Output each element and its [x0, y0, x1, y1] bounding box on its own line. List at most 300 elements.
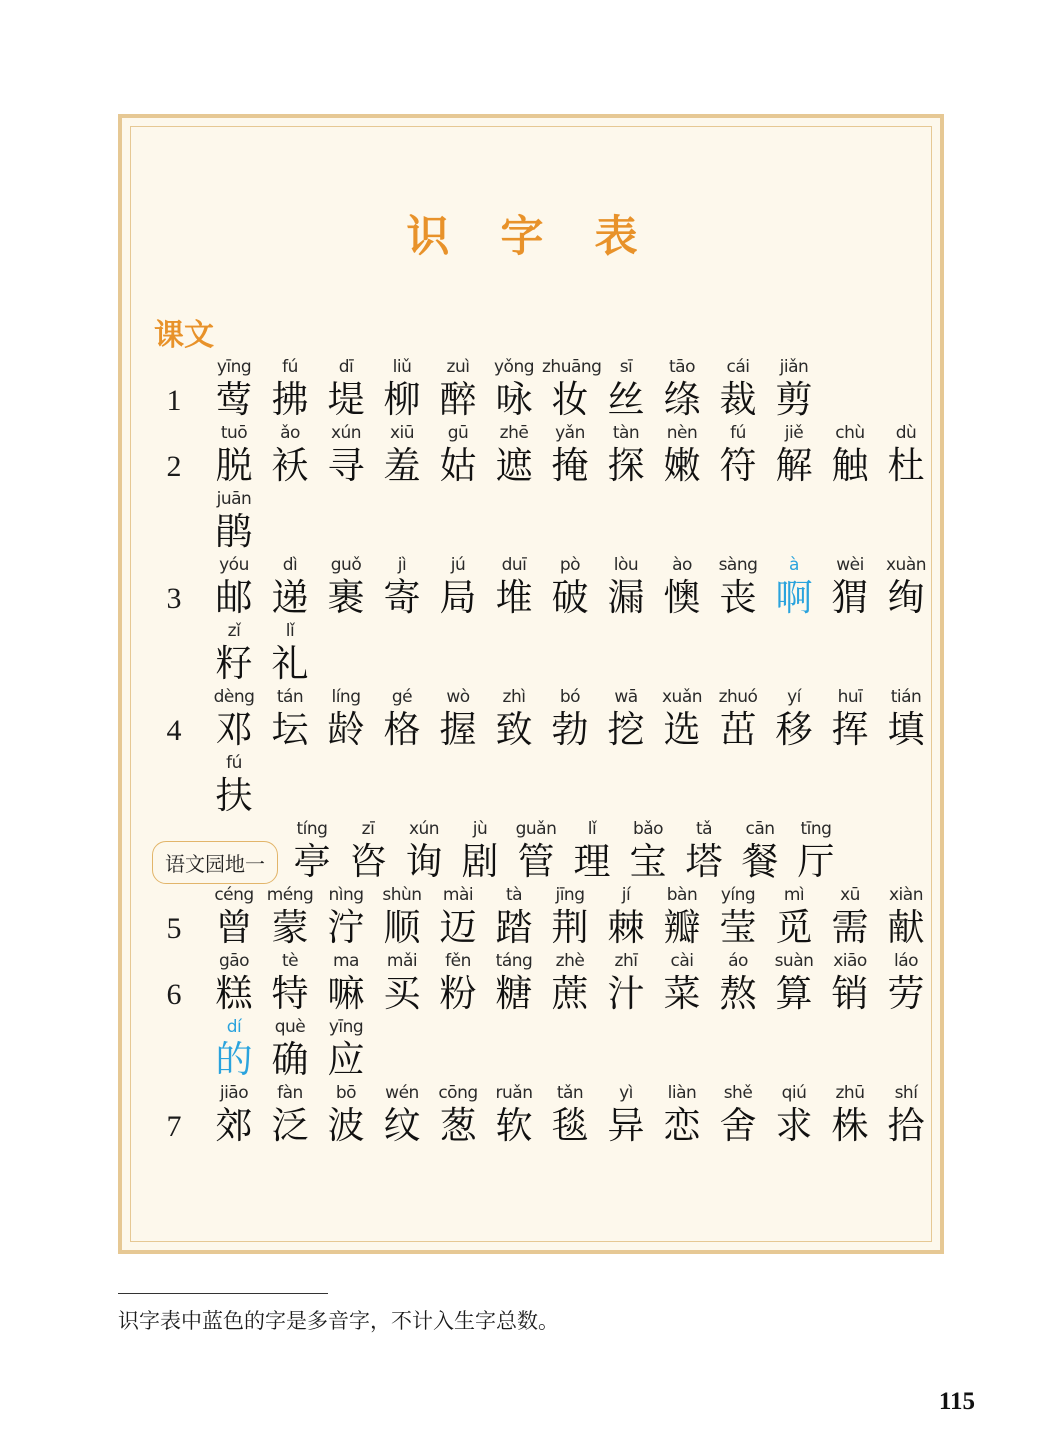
character-cell [542, 886, 598, 950]
hanzi-character: 填 [887, 708, 925, 751]
hanzi-character: 葱 [439, 1104, 477, 1147]
hanzi-character: 啊 [775, 576, 813, 619]
pinyin-text: xuàn [885, 555, 927, 575]
pinyin-text: tǎ [695, 819, 713, 839]
hanzi-character: 宝 [629, 840, 667, 883]
hanzi-character: 移 [775, 708, 813, 751]
hanzi-character: 脱 [215, 444, 253, 487]
pinyin-text: nèn [666, 423, 698, 443]
character-cell [262, 886, 318, 950]
hanzi-character: 求 [775, 1104, 813, 1147]
pinyin-text: ruǎn [495, 1083, 533, 1103]
character-list [206, 490, 926, 554]
character-row [142, 358, 926, 422]
pinyin-text: tán [276, 687, 304, 707]
hanzi-character: 餐 [741, 840, 779, 883]
character-cell [262, 1018, 318, 1082]
hanzi-character: 献 [887, 906, 925, 949]
character-cell [374, 424, 430, 488]
hanzi-character: 恋 [663, 1104, 701, 1147]
character-cell [430, 688, 486, 752]
character-row [142, 1018, 926, 1082]
character-cell [318, 424, 374, 488]
character-cell [542, 952, 598, 1016]
character-cell [598, 424, 654, 488]
pinyin-text: bō [335, 1083, 357, 1103]
pinyin-text: tà [505, 885, 523, 905]
character-cell [542, 424, 598, 488]
pinyin-text: tuō [220, 423, 248, 443]
character-cell [822, 886, 878, 950]
pinyin-text: zhuó [718, 687, 758, 707]
hanzi-character: 粉 [439, 972, 477, 1015]
character-row [142, 952, 926, 1016]
hanzi-character: 解 [775, 444, 813, 487]
lesson-number-spacer [142, 516, 206, 554]
character-cell [710, 1084, 766, 1148]
pinyin-text: áo [728, 951, 748, 971]
pinyin-text: xún [408, 819, 440, 839]
character-cell [262, 688, 318, 752]
character-cell [430, 556, 486, 620]
pinyin-text: qiú [781, 1083, 807, 1103]
pinyin-text: tāo [669, 357, 695, 377]
lesson-number-spacer [142, 780, 206, 818]
character-cell [822, 556, 878, 620]
pinyin-text: dèng [213, 687, 255, 707]
hanzi-character: 觅 [775, 906, 813, 949]
hanzi-character: 理 [573, 840, 611, 883]
pinyin-text: xiàn [889, 885, 923, 905]
character-cell [878, 1084, 934, 1148]
pinyin-text: shí [894, 1083, 918, 1103]
hanzi-character: 丝 [607, 378, 645, 421]
pinyin-text: tàn [612, 423, 640, 443]
pinyin-text: líng [331, 687, 361, 707]
character-list [206, 1084, 934, 1148]
character-row [142, 688, 926, 752]
pinyin-text: tǎn [556, 1083, 584, 1103]
hanzi-character: 破 [551, 576, 589, 619]
pinyin-text: nìng [328, 885, 364, 905]
pinyin-text: gū [447, 423, 469, 443]
hanzi-character: 堤 [327, 378, 365, 421]
hanzi-character: 茁 [719, 708, 757, 751]
character-cell [822, 688, 878, 752]
hanzi-character: 丧 [719, 576, 757, 619]
hanzi-character: 鹃 [215, 510, 253, 553]
character-cell [766, 556, 822, 620]
pinyin-text: cái [726, 357, 750, 377]
character-cell [878, 886, 934, 950]
hanzi-character: 龄 [327, 708, 365, 751]
hanzi-character: 柳 [383, 378, 421, 421]
character-cell [710, 952, 766, 1016]
character-cell [374, 952, 430, 1016]
pinyin-text: à [789, 555, 799, 575]
hanzi-character: 踏 [495, 906, 533, 949]
hanzi-character: 选 [663, 708, 701, 751]
hanzi-character: 籽 [215, 642, 253, 685]
character-row [142, 1084, 926, 1148]
hanzi-character: 应 [327, 1038, 365, 1081]
character-cell [654, 688, 710, 752]
character-cell [766, 358, 822, 422]
character-cell [374, 556, 430, 620]
pinyin-text: fú [282, 357, 298, 377]
pinyin-text: lòu [613, 555, 639, 575]
lesson-number-spacer [142, 1044, 206, 1082]
character-cell [262, 622, 318, 686]
hanzi-character: 符 [719, 444, 757, 487]
character-list [206, 886, 934, 950]
hanzi-character: 剧 [461, 840, 499, 883]
hanzi-character: 菜 [663, 972, 701, 1015]
character-cell [766, 688, 822, 752]
pinyin-text: yíng [720, 885, 756, 905]
hanzi-character: 寻 [327, 444, 365, 487]
character-cell [620, 820, 676, 884]
pinyin-text: yīng [216, 357, 252, 377]
hanzi-character: 泛 [271, 1104, 309, 1147]
character-row [142, 886, 926, 950]
character-cell [822, 952, 878, 1016]
hanzi-character: 舍 [719, 1104, 757, 1147]
character-cell [732, 820, 788, 884]
character-cell [486, 424, 542, 488]
pinyin-text: zhè [555, 951, 585, 971]
character-list [206, 952, 934, 1016]
section-heading: 课文 [154, 318, 214, 353]
unit-tag: 语文园地一 [152, 841, 278, 884]
pinyin-text: zhī [614, 951, 638, 971]
character-row [142, 820, 926, 884]
character-cell [318, 556, 374, 620]
character-cell [766, 952, 822, 1016]
pinyin-text: tíng [296, 819, 328, 839]
pinyin-text: tián [890, 687, 922, 707]
character-cell [262, 424, 318, 488]
pinyin-text: yóu [219, 555, 249, 575]
hanzi-character: 局 [439, 576, 477, 619]
character-cell [654, 556, 710, 620]
hanzi-character: 绦 [663, 378, 701, 421]
pinyin-text: ǎo [280, 423, 300, 443]
hanzi-character: 遮 [495, 444, 533, 487]
character-table [142, 358, 926, 1150]
hanzi-character: 棘 [607, 906, 645, 949]
hanzi-character: 销 [831, 972, 869, 1015]
pinyin-text: tīng [800, 819, 832, 839]
character-cell [654, 952, 710, 1016]
pinyin-text: sàng [718, 555, 758, 575]
pinyin-text: dù [895, 423, 917, 443]
hanzi-character: 纹 [383, 1104, 421, 1147]
hanzi-character: 的 [215, 1038, 253, 1081]
character-cell [598, 886, 654, 950]
pinyin-text: yí [787, 687, 801, 707]
character-cell [262, 358, 318, 422]
pinyin-text: yì [619, 1083, 633, 1103]
pinyin-text: cài [670, 951, 694, 971]
hanzi-character: 毯 [551, 1104, 589, 1147]
pinyin-text: zhuāng [542, 357, 602, 377]
pinyin-text: gāo [218, 951, 250, 971]
character-list [206, 358, 926, 422]
pinyin-text: duī [501, 555, 527, 575]
character-cell [542, 1084, 598, 1148]
character-cell [710, 886, 766, 950]
hanzi-character: 触 [831, 444, 869, 487]
pinyin-text: dí [226, 1017, 242, 1037]
hanzi-character: 波 [327, 1104, 365, 1147]
character-cell [430, 1084, 486, 1148]
character-cell [822, 424, 878, 488]
pinyin-text: zǐ [227, 621, 241, 641]
character-cell [542, 556, 598, 620]
pinyin-text: fú [226, 753, 242, 773]
pinyin-text: bǎo [632, 819, 664, 839]
pinyin-text: xiū [389, 423, 415, 443]
character-list [206, 556, 934, 620]
character-cell [206, 688, 262, 752]
hanzi-character: 糖 [495, 972, 533, 1015]
lesson-number: 5 [166, 912, 182, 945]
character-cell [374, 358, 430, 422]
footnote-text: 识字表中蓝色的字是多音字，不计入生字总数。 [118, 1309, 559, 1333]
character-cell [284, 820, 340, 884]
pinyin-text: guǎn [515, 819, 557, 839]
character-list [206, 424, 934, 488]
pinyin-text: mài [442, 885, 474, 905]
pinyin-text: xún [330, 423, 362, 443]
lesson-number: 4 [166, 714, 182, 747]
hanzi-character: 嘛 [327, 972, 365, 1015]
hanzi-character: 致 [495, 708, 533, 751]
character-cell [318, 688, 374, 752]
character-cell [486, 556, 542, 620]
hanzi-character: 邮 [215, 576, 253, 619]
pinyin-text: mì [783, 885, 805, 905]
hanzi-character: 挥 [831, 708, 869, 751]
character-row [142, 490, 926, 554]
character-cell [262, 556, 318, 620]
page-title: 识 字 表 [406, 212, 656, 262]
pinyin-text: tè [281, 951, 299, 971]
hanzi-character: 郊 [215, 1104, 253, 1147]
pinyin-text: pò [559, 555, 581, 575]
hanzi-character: 探 [607, 444, 645, 487]
character-cell [318, 886, 374, 950]
character-cell [318, 358, 374, 422]
character-cell [318, 1018, 374, 1082]
hanzi-character: 坛 [271, 708, 309, 751]
character-cell [430, 424, 486, 488]
hanzi-character: 羞 [383, 444, 421, 487]
hanzi-character: 漏 [607, 576, 645, 619]
character-cell [564, 820, 620, 884]
character-list [206, 622, 926, 686]
hanzi-character: 糕 [215, 972, 253, 1015]
character-cell [598, 688, 654, 752]
character-cell [206, 754, 262, 818]
hanzi-character: 掩 [551, 444, 589, 487]
pinyin-text: sī [619, 357, 633, 377]
hanzi-character: 勃 [551, 708, 589, 751]
character-cell [206, 358, 262, 422]
hanzi-character: 算 [775, 972, 813, 1015]
lesson-number: 3 [166, 582, 182, 615]
hanzi-character: 邓 [215, 708, 253, 751]
hanzi-character: 递 [271, 576, 309, 619]
hanzi-character: 咏 [495, 378, 533, 421]
hanzi-character: 询 [405, 840, 443, 883]
character-cell [598, 952, 654, 1016]
pinyin-text: shě [723, 1083, 753, 1103]
pinyin-text: bó [559, 687, 581, 707]
hanzi-character: 扶 [215, 774, 253, 817]
character-cell [206, 556, 262, 620]
character-cell [262, 1084, 318, 1148]
character-cell [598, 556, 654, 620]
pinyin-text: zuì [446, 357, 470, 377]
pinyin-text: yǒng [493, 357, 535, 377]
character-cell [710, 424, 766, 488]
hanzi-character: 荆 [551, 906, 589, 949]
character-cell [486, 358, 542, 422]
pinyin-text: yǎn [555, 423, 585, 443]
character-cell [766, 886, 822, 950]
character-list [206, 1018, 926, 1082]
pinyin-text: zhì [502, 687, 526, 707]
hanzi-character: 礼 [271, 642, 309, 685]
hanzi-character: 亭 [293, 840, 331, 883]
character-cell [340, 820, 396, 884]
hanzi-character: 懊 [663, 576, 701, 619]
hanzi-character: 管 [517, 840, 555, 883]
hanzi-character: 裹 [327, 576, 365, 619]
character-list [206, 754, 926, 818]
pinyin-text: liàn [667, 1083, 697, 1103]
footnote-divider [118, 1293, 328, 1294]
pinyin-text: jú [450, 555, 466, 575]
character-cell [206, 952, 262, 1016]
pinyin-text: liǔ [392, 357, 412, 377]
character-cell [654, 886, 710, 950]
hanzi-character: 确 [271, 1038, 309, 1081]
character-cell [878, 424, 934, 488]
pinyin-text: lǐ [285, 621, 295, 641]
character-cell [654, 424, 710, 488]
hanzi-character: 袄 [271, 444, 309, 487]
pinyin-text: jiǎn [779, 357, 809, 377]
hanzi-character: 咨 [349, 840, 387, 883]
character-cell [654, 1084, 710, 1148]
character-cell [710, 556, 766, 620]
page-number: 115 [938, 1388, 975, 1415]
hanzi-character: 挖 [607, 708, 645, 751]
hanzi-character: 泞 [327, 906, 365, 949]
character-cell [710, 358, 766, 422]
pinyin-text: láo [893, 951, 919, 971]
pinyin-text: wén [385, 1083, 419, 1103]
pinyin-text: wò [446, 687, 470, 707]
pinyin-text: ma [333, 951, 359, 971]
pinyin-text: cān [745, 819, 775, 839]
hanzi-character: 拂 [271, 378, 309, 421]
pinyin-text: fěn [445, 951, 471, 971]
pinyin-text: xū [840, 885, 860, 905]
hanzi-character: 蔗 [551, 972, 589, 1015]
character-cell [318, 952, 374, 1016]
pinyin-text: céng [214, 885, 254, 905]
pinyin-text: jiě [784, 423, 804, 443]
pinyin-text: xuǎn [661, 687, 703, 707]
hanzi-character: 异 [607, 1104, 645, 1147]
hanzi-character: 株 [831, 1104, 869, 1147]
character-cell [878, 688, 934, 752]
character-cell [430, 886, 486, 950]
character-cell [374, 688, 430, 752]
hanzi-character: 迈 [439, 906, 477, 949]
character-cell [508, 820, 564, 884]
hanzi-character: 握 [439, 708, 477, 751]
hanzi-character: 格 [383, 708, 421, 751]
pinyin-text: jí [621, 885, 631, 905]
lesson-number-spacer [142, 648, 206, 686]
character-row [142, 556, 926, 620]
pinyin-text: zī [361, 819, 375, 839]
pinyin-text: méng [266, 885, 314, 905]
lesson-number: 2 [166, 450, 182, 483]
hanzi-character: 寄 [383, 576, 421, 619]
hanzi-character: 拾 [887, 1104, 925, 1147]
hanzi-character: 剪 [775, 378, 813, 421]
character-cell [486, 886, 542, 950]
character-cell [878, 952, 934, 1016]
character-cell [766, 424, 822, 488]
hanzi-character: 猬 [831, 576, 869, 619]
character-row [142, 622, 926, 686]
hanzi-character: 莹 [719, 906, 757, 949]
pinyin-text: lǐ [587, 819, 597, 839]
character-list [206, 688, 934, 752]
character-cell [542, 688, 598, 752]
pinyin-text: mǎi [386, 951, 418, 971]
pinyin-text: jiāo [219, 1083, 249, 1103]
pinyin-text: yīng [328, 1017, 364, 1037]
character-cell [430, 358, 486, 422]
pinyin-text: jù [472, 819, 488, 839]
hanzi-character: 绚 [887, 576, 925, 619]
hanzi-character: 莺 [215, 378, 253, 421]
character-cell [710, 688, 766, 752]
pinyin-text: zhū [835, 1083, 865, 1103]
lesson-number: 1 [166, 384, 182, 417]
hanzi-character: 特 [271, 972, 309, 1015]
character-list [284, 820, 926, 884]
pinyin-text: ào [672, 555, 692, 575]
hanzi-character: 醉 [439, 378, 477, 421]
pinyin-text: zhē [499, 423, 529, 443]
character-row [142, 424, 926, 488]
character-cell [374, 1084, 430, 1148]
character-cell [486, 688, 542, 752]
pinyin-text: bàn [666, 885, 698, 905]
pinyin-text: dì [282, 555, 298, 575]
character-cell [598, 1084, 654, 1148]
character-row [142, 754, 926, 818]
